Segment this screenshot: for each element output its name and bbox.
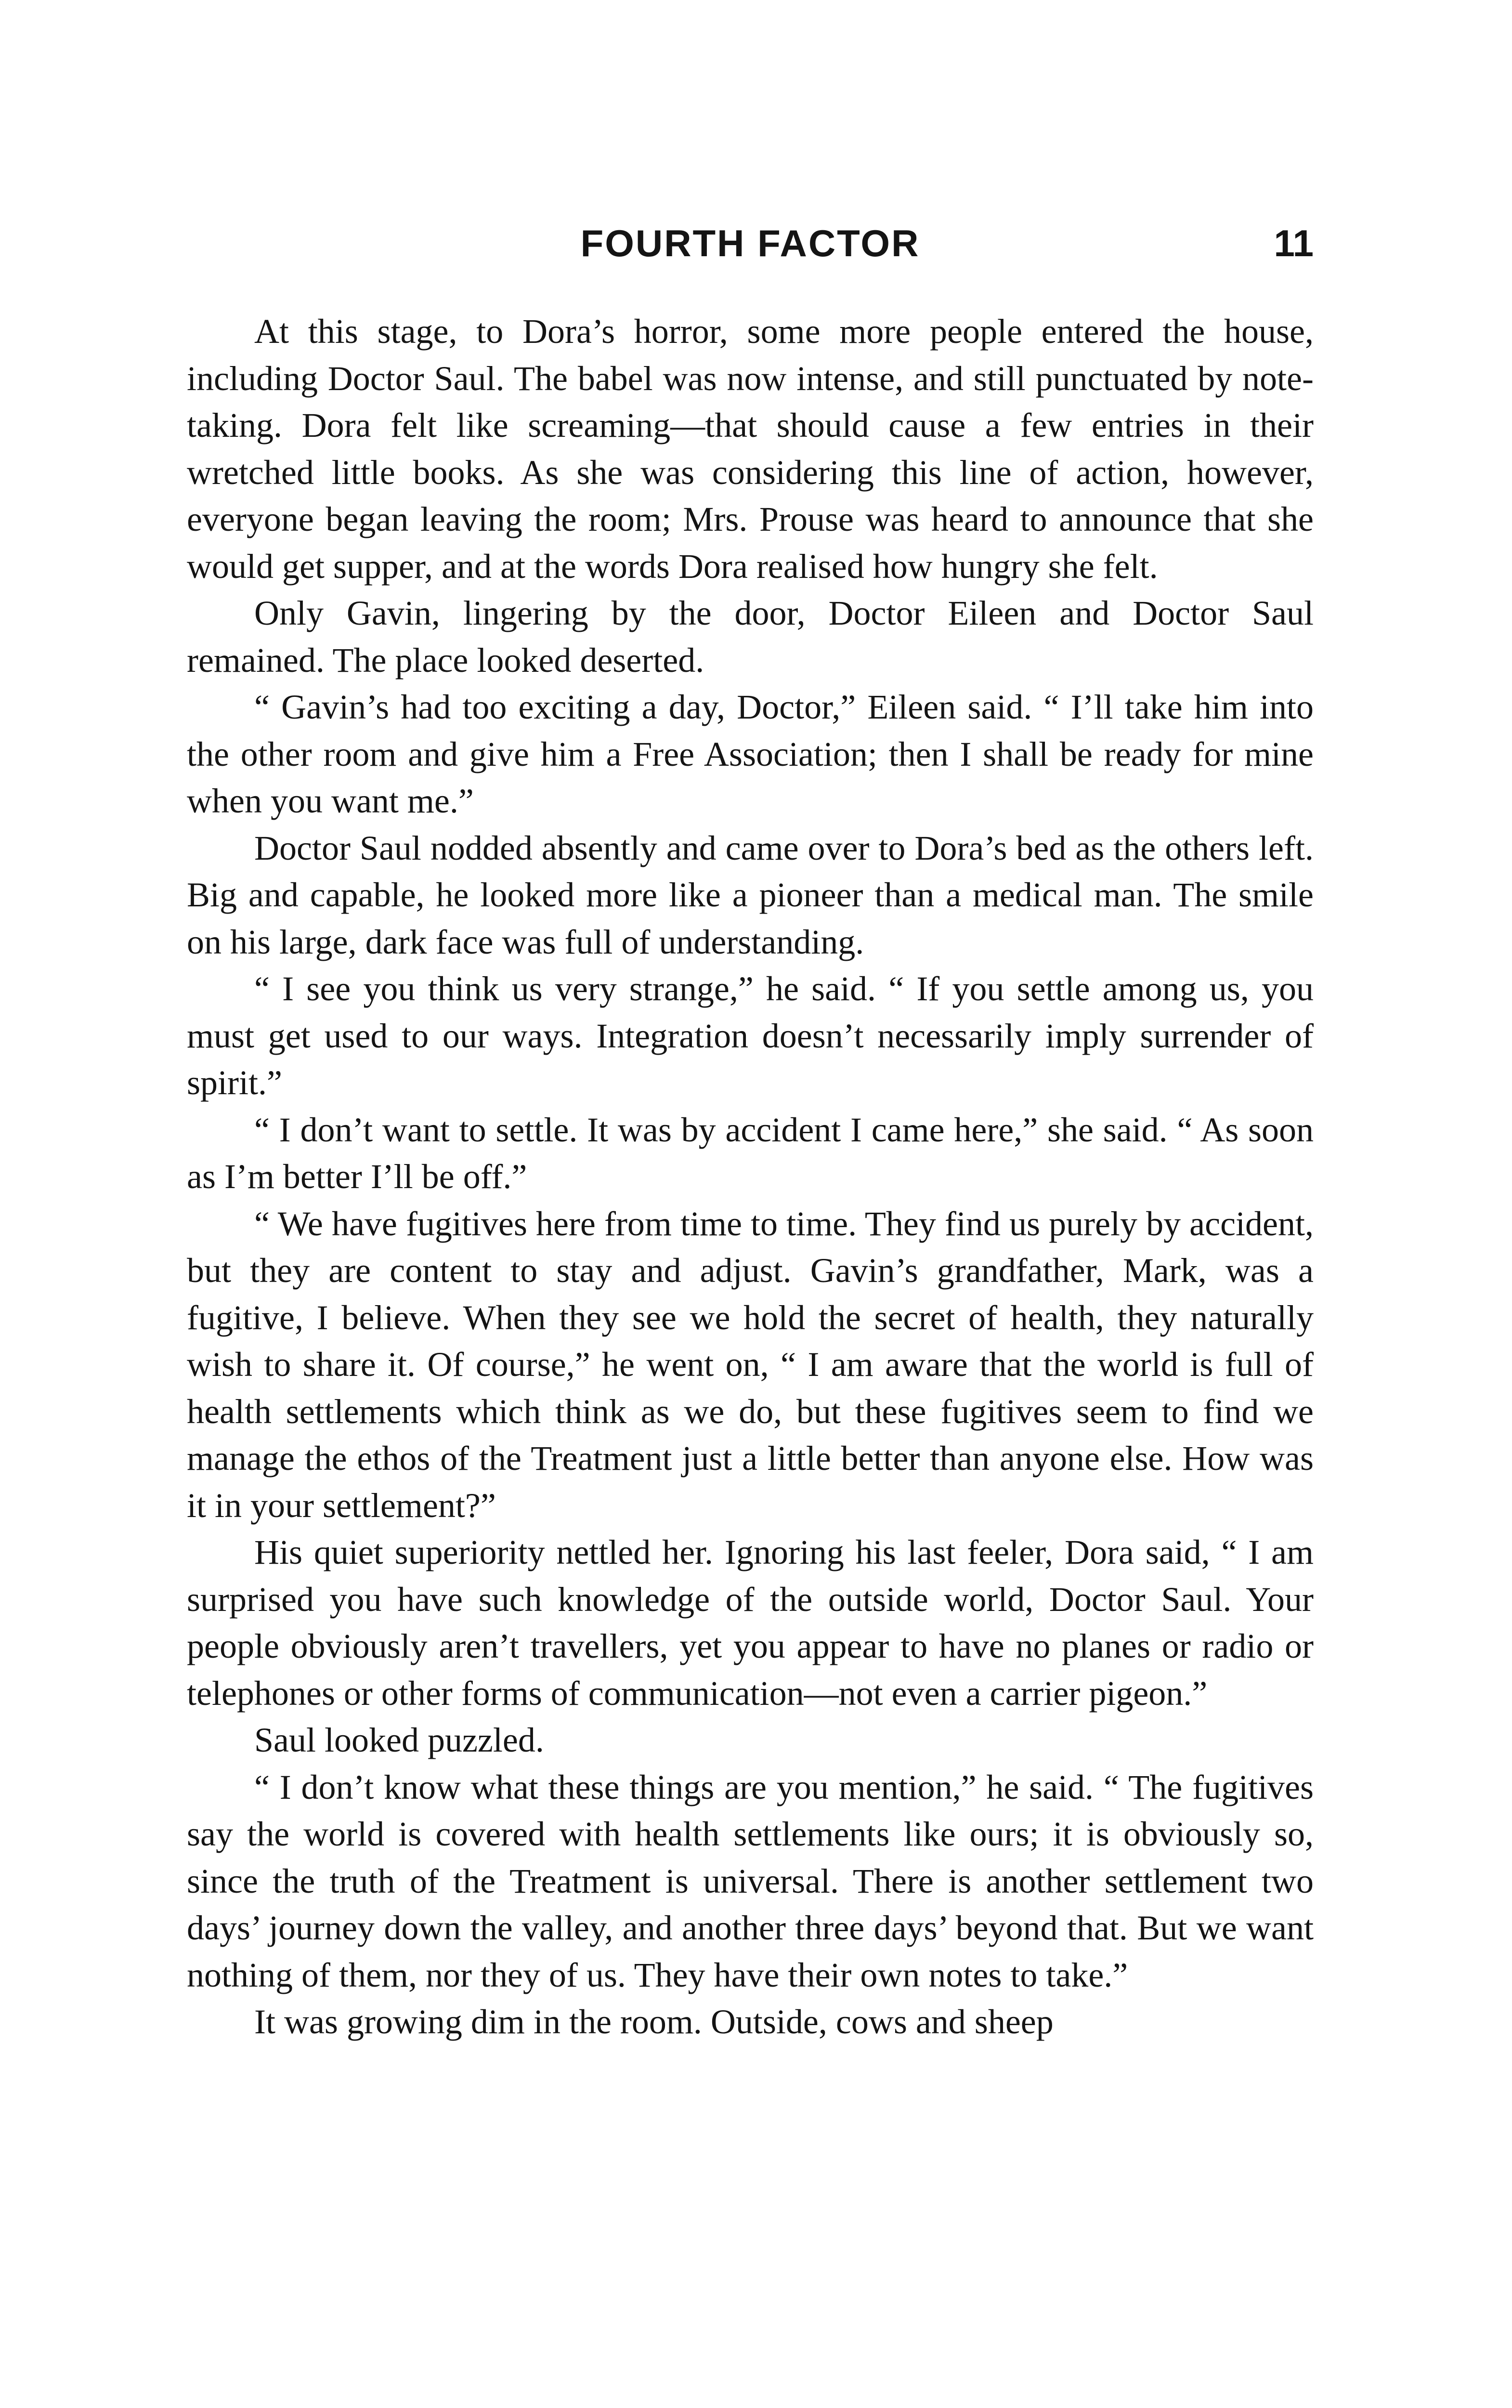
page-number: 11 (1274, 222, 1314, 264)
paragraph: “ I don’t know what these things are you mention,” he said. “ The fugitives say the world is covered with health settlements like ours; it is obviously so, since the truth of the Treatment is universal. There is another settlement two days’ journey down the valley, and another three days’ beyond that. But we want nothing of them, nor they of us. They have their own notes to take.” (187, 1767, 1314, 1994)
paragraph: “ Gavin’s had too exciting a day, Doctor,” Eileen said. “ I’ll take him into the other room and give him a Free Association; then I shall be ready for mine when you want me.” (187, 688, 1314, 820)
paragraph: Doctor Saul nodded absently and came over to Dora’s bed as the others left. Big and capable, he looked more like a pioneer than a medical man. The smile on his large, dark face was full of understanding. (187, 828, 1314, 961)
paragraph: Saul looked puzzled. (254, 1721, 544, 1759)
paragraph: “ I don’t want to settle. It was by accident I came here,” she said. “ As soon as I’m better I’ll be off.” (187, 1110, 1314, 1196)
paragraph: At this stage, to Dora’s horror, some more people entered the house, including Doctor Saul. The babel was now intense, and still punctuated by note-taking. Dora felt like screaming—that should cause a few entries in their wretched little books. As she was considering this line of action, however, everyone began leaving the room; Mrs. Prouse was heard to announce that she would get supper, and at the words Dora realised how hungry she felt. (187, 312, 1314, 586)
page-header (187, 219, 1314, 267)
running-head: FOURTH FACTOR (580, 222, 920, 264)
body-text (187, 308, 1314, 2046)
paragraph: Only Gavin, lingering by the door, Doctor Eileen and Doctor Saul remained. The place looked deserted. (187, 594, 1314, 680)
paragraph: It was growing dim in the room. Outside, cows and sheep (254, 2002, 1054, 2041)
paragraph: “ I see you think us very strange,” he said. “ If you settle among us, you must get used to our ways. Integration doesn’t necessarily imply surrender of spirit.” (187, 969, 1314, 1102)
paragraph: “ We have fugitives here from time to time. They find us purely by accident, but they are content to stay and adjust. Gavin’s grandfather, Mark, was a fugitive, I believe. When they see we hold the secret of health, they naturally wish to share it. Of course,” he went on, “ I am aware that the world is full of health settlements which think as we do, but these fugitives seem to find we manage the ethos of the Treatment just a little better than anyone else. How was it in your settlement?” (187, 1204, 1314, 1525)
paragraph: His quiet superiority nettled her. Ignoring his last feeler, Dora said, “ I am surprised you have such knowledge of the outside world, Doctor Saul. Your people obviously aren’t travellers, yet you appear to have no planes or radio or telephones or other forms of communication—not even a carrier pigeon.” (187, 1533, 1314, 1713)
